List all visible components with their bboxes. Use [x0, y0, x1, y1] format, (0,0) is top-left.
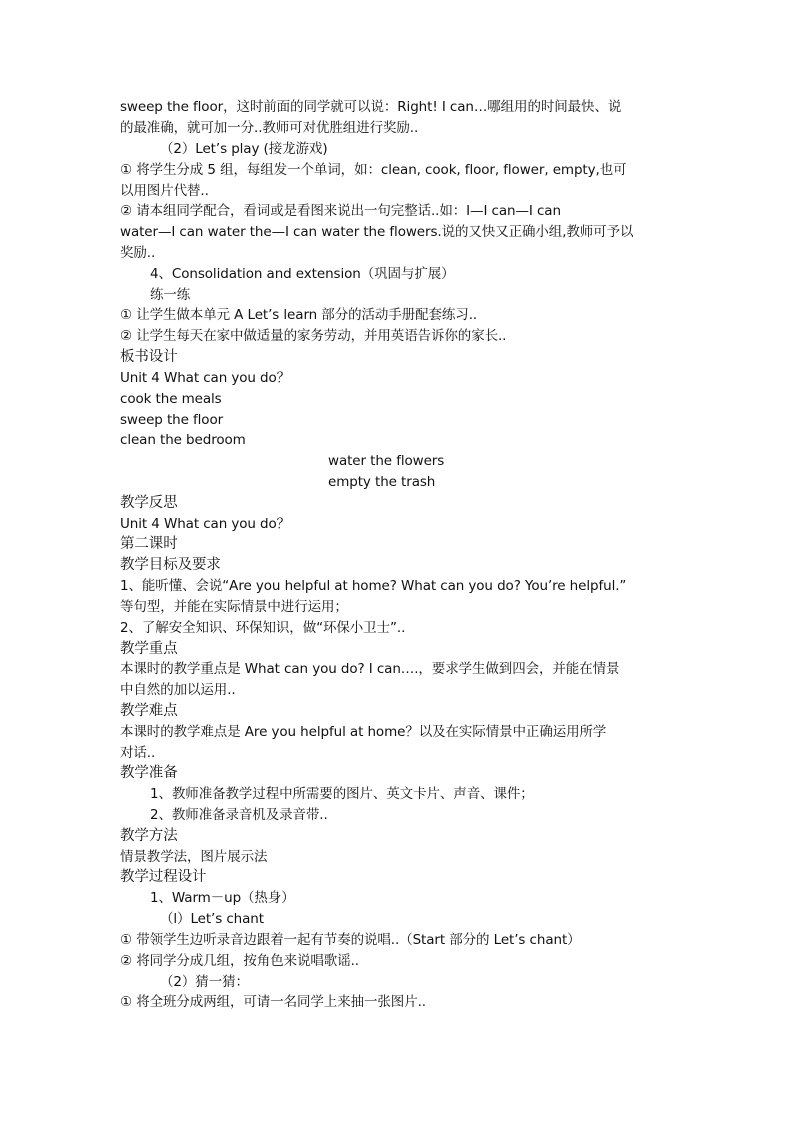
text-line: 2、了解安全知识、环保知识，做“环保小卫士”..	[120, 620, 406, 636]
text-line: ② 请本组同学配合，看词或是看图来说出一句完整话..如：I—I can—I can	[120, 203, 561, 219]
section-heading: 教学难点	[120, 703, 178, 719]
text-line: empty the trash	[328, 474, 436, 490]
text-line: water the flowers	[328, 453, 445, 469]
section-heading: 教学过程设计	[120, 869, 207, 885]
text-line: Unit 4 What can you do？	[120, 516, 291, 532]
text-line: 练一练	[150, 287, 191, 303]
text-line: 本课时的教学难点是 Are you helpful at home？以及在实际情景中正确运用所学	[120, 724, 607, 740]
text-line: water—I can water the—I can water the flowers.说的又快又正确小组,教师可予以	[120, 224, 634, 240]
text-line: 的最准确，就可加一分..教师可对优胜组进行奖励..	[120, 120, 419, 136]
text-line: 以用图片代替..	[120, 183, 209, 199]
text-line: sweep the floor	[120, 412, 224, 428]
text-line: ① 带领学生边听录音边跟着一起有节奏的说唱..（Start 部分的 Let’s chant）	[120, 932, 581, 948]
text-line: 对话..	[120, 745, 156, 761]
text-line: （2）猜一猜：	[160, 974, 249, 990]
text-line: Unit 4 What can you do？	[120, 370, 291, 386]
text-line: ② 将同学分成几组，按角色来说唱歌谣..	[120, 953, 359, 969]
section-heading: 第二课时	[120, 536, 178, 552]
text-line: 2、教师准备录音机及录音带..	[150, 807, 328, 823]
text-line: ② 让学生每天在家中做适量的家务劳动，并用英语告诉你的家长..	[120, 328, 507, 344]
section-heading: 4、Consolidation and extension（巩固与扩展）	[150, 266, 455, 282]
text-line: 本课时的教学重点是 What can you do? I can….，要求学生做到四会，并能在情景	[120, 661, 620, 677]
section-heading: 教学方法	[120, 828, 178, 844]
text-line: 中自然的加以运用..	[120, 682, 236, 698]
text-line: 情景教学法，图片展示法	[120, 849, 268, 865]
text-line: sweep the floor，这时前面的同学就可以说：Right! I can…哪组用的时间最快、说	[120, 99, 622, 115]
section-heading: 教学目标及要求	[120, 557, 221, 573]
text-line: cook the meals	[120, 391, 222, 407]
text-line: （l）Let’s chant	[160, 911, 264, 927]
text-line: ① 将学生分成 5 组，每组发一个单词，如：clean, cook, floor, flower, empty,也可	[120, 162, 627, 178]
text-line: ① 将全班分成两组，可请一名同学上来抽一张图片..	[120, 994, 426, 1010]
section-heading: 教学重点	[120, 641, 178, 657]
text-line: ① 让学生做本单元 A Let’s learn 部分的活动手册配套练习..	[120, 307, 478, 323]
section-heading: 教学准备	[120, 765, 178, 781]
text-line: 1、能听懂、会说“Are you helpful at home? What can you do? You’re helpful.”	[120, 578, 627, 594]
text-line: 奖励..	[120, 245, 156, 261]
text-line: （2）Let’s play (接龙游戏)	[160, 141, 328, 157]
text-line: 等句型，并能在实际情景中进行运用；	[120, 599, 348, 615]
section-heading: 教学反思	[120, 495, 178, 511]
section-heading: 板书设计	[120, 349, 178, 365]
text-line: 1、教师准备教学过程中所需要的图片、英文卡片、声音、课件；	[150, 786, 534, 802]
text-line: clean the bedroom	[120, 432, 246, 448]
text-line: 1、Warm－up（热身）	[150, 890, 295, 906]
